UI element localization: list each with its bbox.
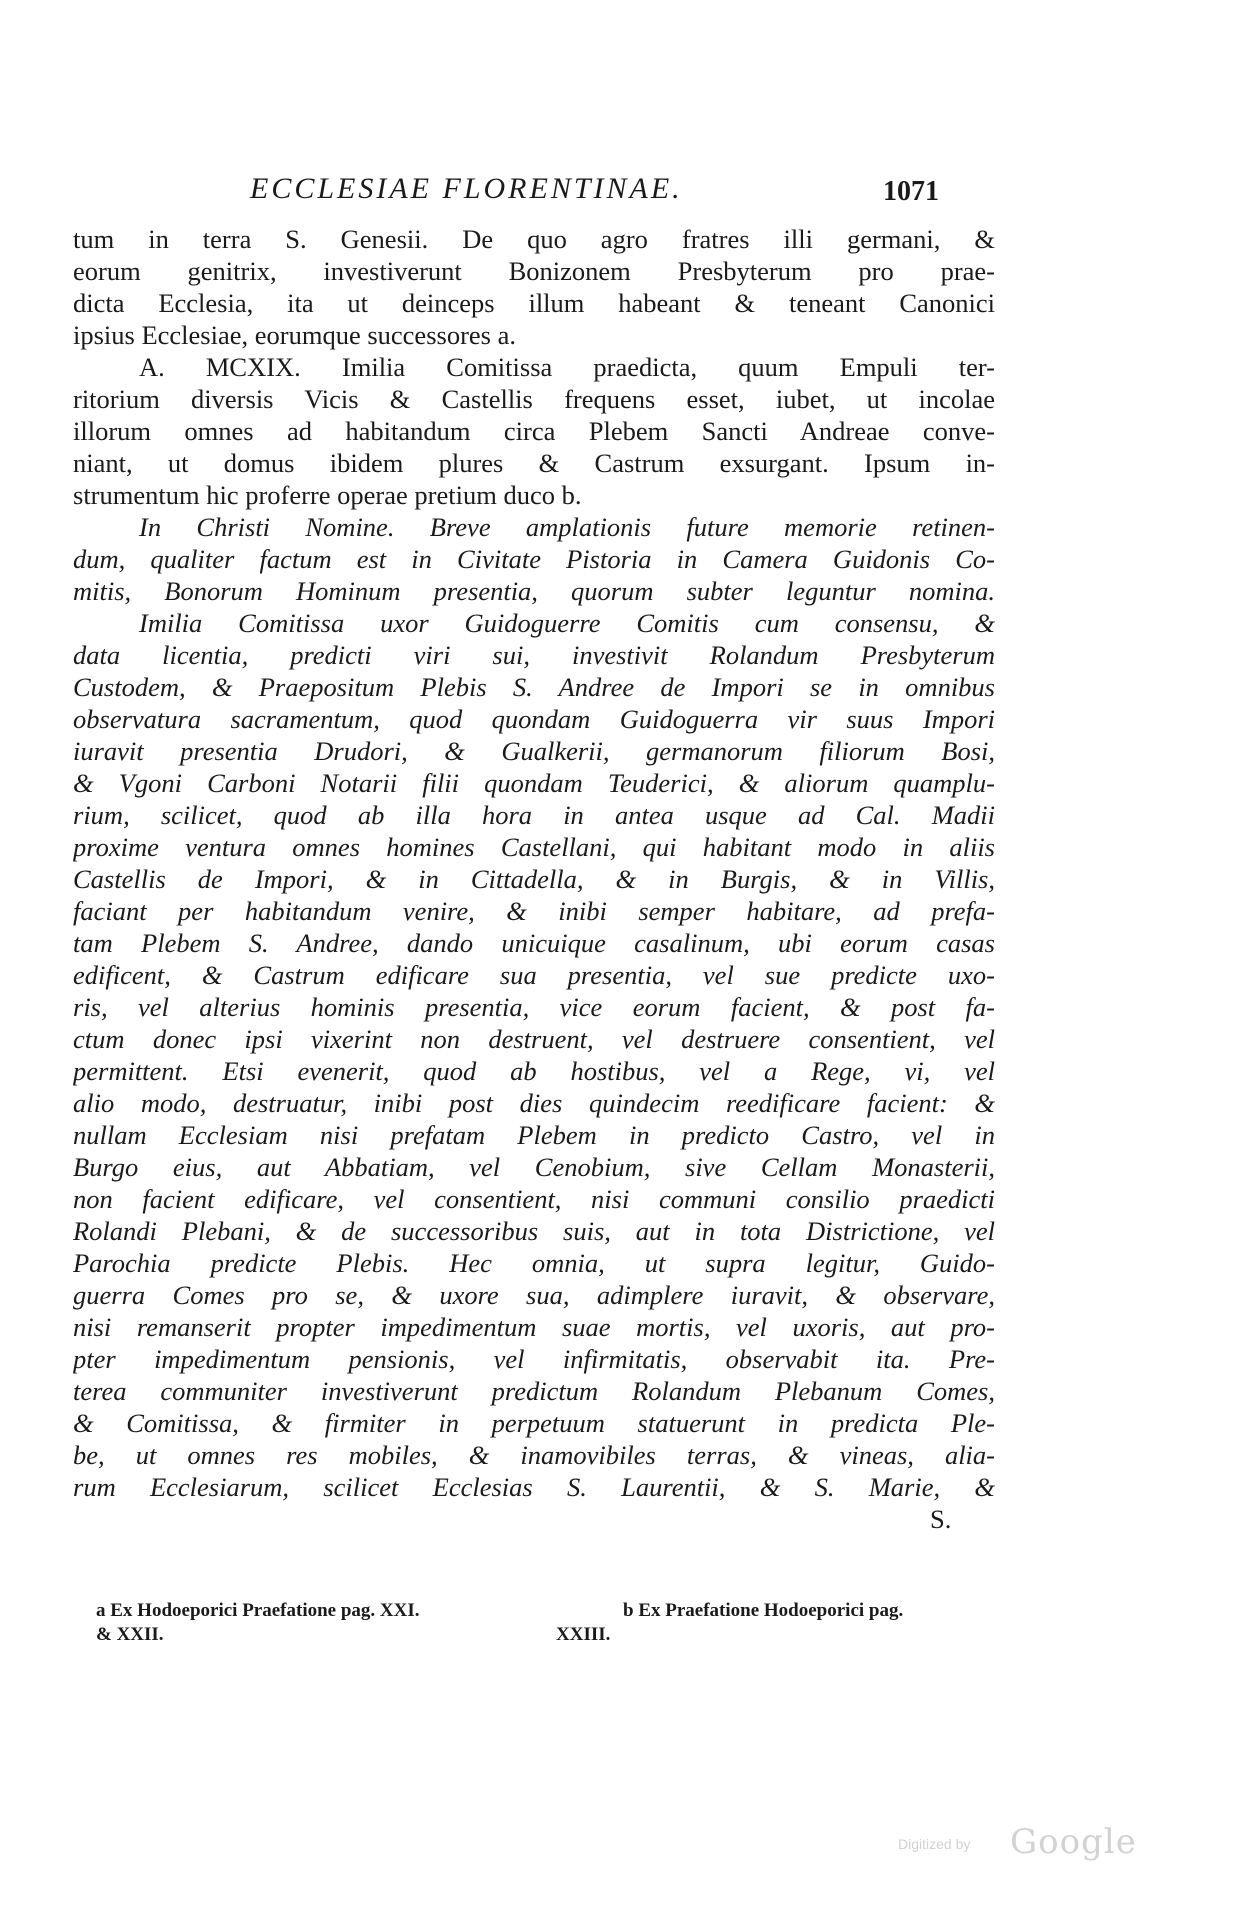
text-line: observatura sacramentum, quod quondam Guidoguerra vir suus Impori <box>73 704 995 734</box>
text-line: dicta Ecclesia, ita ut deinceps illum habeant & teneant Canonici <box>73 288 995 318</box>
text-line: Burgo eius, aut Abbatiam, vel Cenobium, sive Cellam Monasterii, <box>73 1152 995 1182</box>
text-line: tum in terra S. Genesii. De quo agro fratres illi germani, & <box>73 224 995 254</box>
watermark-caption: Digitized by <box>898 1836 971 1852</box>
text-line: iuravit presentia Drudori, & Gualkerii, germanorum filiorum Bosi, <box>73 736 995 766</box>
text-line: eorum genitrix, investiverunt Bonizonem Presbyterum pro prae- <box>73 256 995 286</box>
text-line: data licentia, predicti viri sui, investivit Rolandum Presbyterum <box>73 640 995 670</box>
text-line: non facient edificare, vel consentient, nisi communi consilio praedicti <box>73 1184 995 1214</box>
text-line: Rolandi Plebani, & de successoribus suis, aut in tota Districtione, vel <box>73 1216 995 1246</box>
text-line: be, ut omnes res mobiles, & inamovibiles terras, & vineas, alia- <box>73 1440 995 1470</box>
text-line: mitis, Bonorum Hominum presentia, quorum subter leguntur nomina. <box>73 576 995 606</box>
text-line: proxime ventura omnes homines Castellani, qui habitant modo in aliis <box>73 832 995 862</box>
text-line: strumentum hic proferre operae pretium duco b. <box>73 480 582 510</box>
text-line: pter impedimentum pensionis, vel infirmitatis, observabit ita. Pre- <box>73 1344 995 1374</box>
text-line: ris, vel alterius hominis presentia, vice eorum facient, & post fa- <box>73 992 995 1022</box>
footnote-b: b Ex Praefatione Hodoeporici pag. <box>623 1600 904 1621</box>
page-number: 1071 <box>883 176 939 207</box>
text-line: faciant per habitandum venire, & inibi semper habitare, ad prefa- <box>73 896 995 926</box>
text-line: tam Plebem S. Andree, dando unicuique casalinum, ubi eorum casas <box>73 928 995 958</box>
text-line: terea communiter investiverunt predictum Rolandum Plebanum Comes, <box>73 1376 995 1406</box>
text-line: Custodem, & Praepositum Plebis S. Andree de Impori se in omnibus <box>73 672 995 702</box>
text-line: rium, scilicet, quod ab illa hora in antea usque ad Cal. Madii <box>73 800 995 830</box>
text-line: ipsius Ecclesiae, eorumque successores a. <box>73 320 516 350</box>
text-line: nullam Ecclesiam nisi prefatam Plebem in predicto Castro, vel in <box>73 1120 995 1150</box>
text-line: guerra Comes pro se, & uxore sua, adimplere iuravit, & observare, <box>73 1280 995 1310</box>
text-line: & Comitissa, & firmiter in perpetuum statuerunt in predicta Ple- <box>73 1408 995 1438</box>
text-line: dum, qualiter factum est in Civitate Pistoria in Camera Guidonis Co- <box>73 544 995 574</box>
running-head: ECCLESIAE FLORENTINAE. <box>250 172 683 205</box>
text-line: niant, ut domus ibidem plures & Castrum exsurgant. Ipsum in- <box>73 448 995 478</box>
text-line: ritorium diversis Vicis & Castellis frequens esset, iubet, ut incolae <box>73 384 995 414</box>
text-line: alio modo, destruatur, inibi post dies quindecim reedificare facient: & <box>73 1088 995 1118</box>
text-line: ctum donec ipsi vixerint non destruent, vel destruere consentient, vel <box>73 1024 995 1054</box>
text-line: edificent, & Castrum edificare sua presentia, vel sue predicte uxo- <box>73 960 995 990</box>
footnote-b-continuation: XXIII. <box>556 1624 611 1645</box>
digitized-watermark <box>898 1822 1148 1862</box>
footnotes <box>96 1600 996 1660</box>
text-line: Imilia Comitissa uxor Guidoguerre Comitis cum consensu, & <box>139 608 995 638</box>
text-line: illorum omnes ad habitandum circa Plebem Sancti Andreae conve- <box>73 416 995 446</box>
catchword: S. <box>930 1504 952 1534</box>
text-line: Parochia predicte Plebis. Hec omnia, ut supra legitur, Guido- <box>73 1248 995 1278</box>
text-line: Castellis de Impori, & in Cittadella, & in Burgis, & in Villis, <box>73 864 995 894</box>
footnote-a: a Ex Hodoeporici Praefatione pag. XXI. <box>96 1600 420 1621</box>
text-line: nisi remanserit propter impedimentum suae mortis, vel uxoris, aut pro- <box>73 1312 995 1342</box>
google-logo: Google <box>1010 1822 1137 1862</box>
text-line: & Vgoni Carboni Notarii filii quondam Teuderici, & aliorum quamplu- <box>73 768 995 798</box>
text-line: rum Ecclesiarum, scilicet Ecclesias S. Laurentii, & S. Marie, & <box>73 1472 995 1502</box>
footnote-a-continuation: & XXII. <box>96 1624 164 1645</box>
text-line: A. MCXIX. Imilia Comitissa praedicta, quum Empuli ter- <box>139 352 995 382</box>
text-line: In Christi Nomine. Breve amplationis future memorie retinen- <box>139 512 995 542</box>
page-header <box>75 172 1075 222</box>
text-line: permittent. Etsi evenerit, quod ab hostibus, vel a Rege, vi, vel <box>73 1056 995 1086</box>
